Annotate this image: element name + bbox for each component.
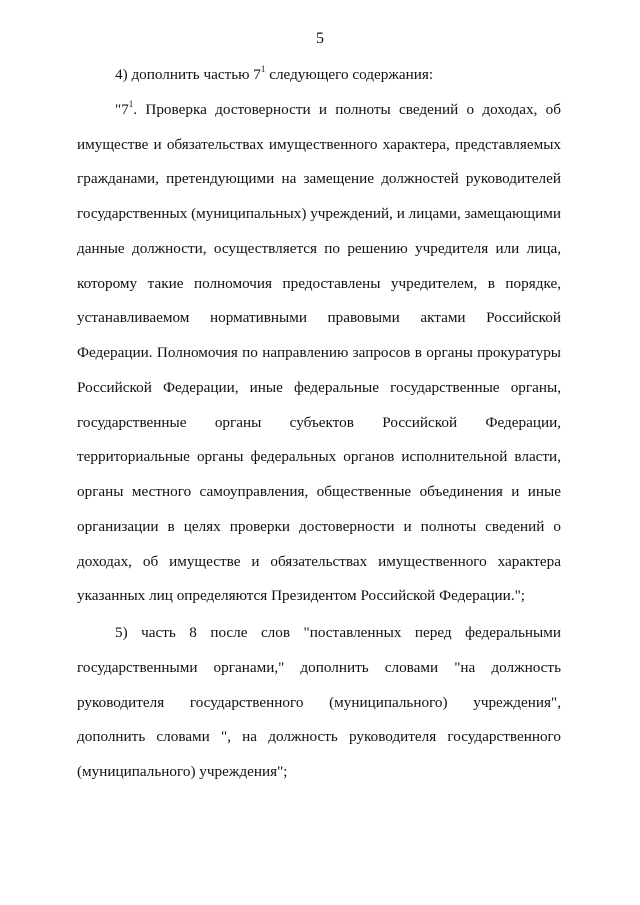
line-text: Российской Федерации, иные федеральные государственные органы, — [77, 378, 561, 396]
line-text: гражданами, претендующими на замещение должностей руководителей — [77, 170, 561, 188]
line-text: дополнить словами ", на должность руководителя государственного — [77, 728, 561, 746]
line-text: 5) часть 8 после слов "поставленных перед федеральными — [115, 624, 561, 641]
line-text: "7 — [115, 100, 129, 118]
text-line — [77, 412, 561, 447]
text-line — [77, 238, 561, 273]
line-text: следующего содержания: — [265, 66, 434, 83]
line-text: органы местного самоуправления, общественные объединения и иные — [77, 483, 561, 500]
text-line — [77, 307, 561, 342]
line-text: государственных (муниципальных) учреждений, и лицами, замещающими — [77, 205, 561, 222]
text-line — [77, 585, 561, 620]
text-line — [77, 446, 561, 481]
text-line — [77, 342, 561, 377]
line-text: Федерации. Полномочия по направлению запросов в органы прокуратуры — [77, 344, 561, 361]
line-text: доходах, об имуществе и обязательствах имущественного характера — [77, 552, 561, 570]
superscript: 1 — [260, 64, 266, 74]
text-line — [77, 692, 561, 727]
line-text: 4) дополнить частью 7 — [115, 66, 261, 83]
text-line — [77, 64, 561, 99]
document-body — [77, 64, 561, 796]
text-line — [77, 273, 561, 308]
line-text: данные должности, осуществляется по решению учредителя или лица, — [77, 239, 561, 257]
text-line — [77, 551, 561, 586]
line-text: имуществе и обязательствах имущественного характера, представляемых — [77, 135, 561, 153]
text-line — [77, 481, 561, 516]
line-text: указанных лиц определяются Президентом Российской Федерации."; — [77, 587, 526, 605]
page-number: 5 — [316, 30, 324, 47]
line-text: (муниципального) учреждения"; — [77, 763, 288, 780]
line-text: государственными органами," дополнить словами "на должность — [77, 658, 561, 676]
text-line — [77, 657, 561, 692]
line-text: организации в целях проверки достоверности и полноты сведений о — [77, 517, 561, 535]
text-line — [77, 203, 561, 238]
text-line — [77, 516, 561, 551]
text-line — [77, 761, 561, 796]
line-text: . Проверка достоверности и полноты сведений о доходах, об — [133, 100, 561, 118]
text-line — [77, 168, 561, 203]
line-text: которому такие полномочия предоставлены учредителем, в порядке, — [77, 274, 561, 292]
text-line — [77, 99, 561, 134]
line-text: устанавливаемом нормативными правовыми актами Российской — [77, 309, 561, 327]
superscript: 1 — [128, 98, 134, 109]
text-line — [77, 134, 561, 169]
text-line — [77, 377, 561, 412]
line-text: территориальные органы федеральных органов исполнительной власти, — [77, 448, 561, 466]
text-line — [77, 622, 561, 657]
text-line — [77, 726, 561, 761]
line-text: государственные органы субъектов Российской Федерации, — [77, 413, 561, 431]
line-text: руководителя государственного (муниципального) учреждения", — [77, 693, 561, 711]
